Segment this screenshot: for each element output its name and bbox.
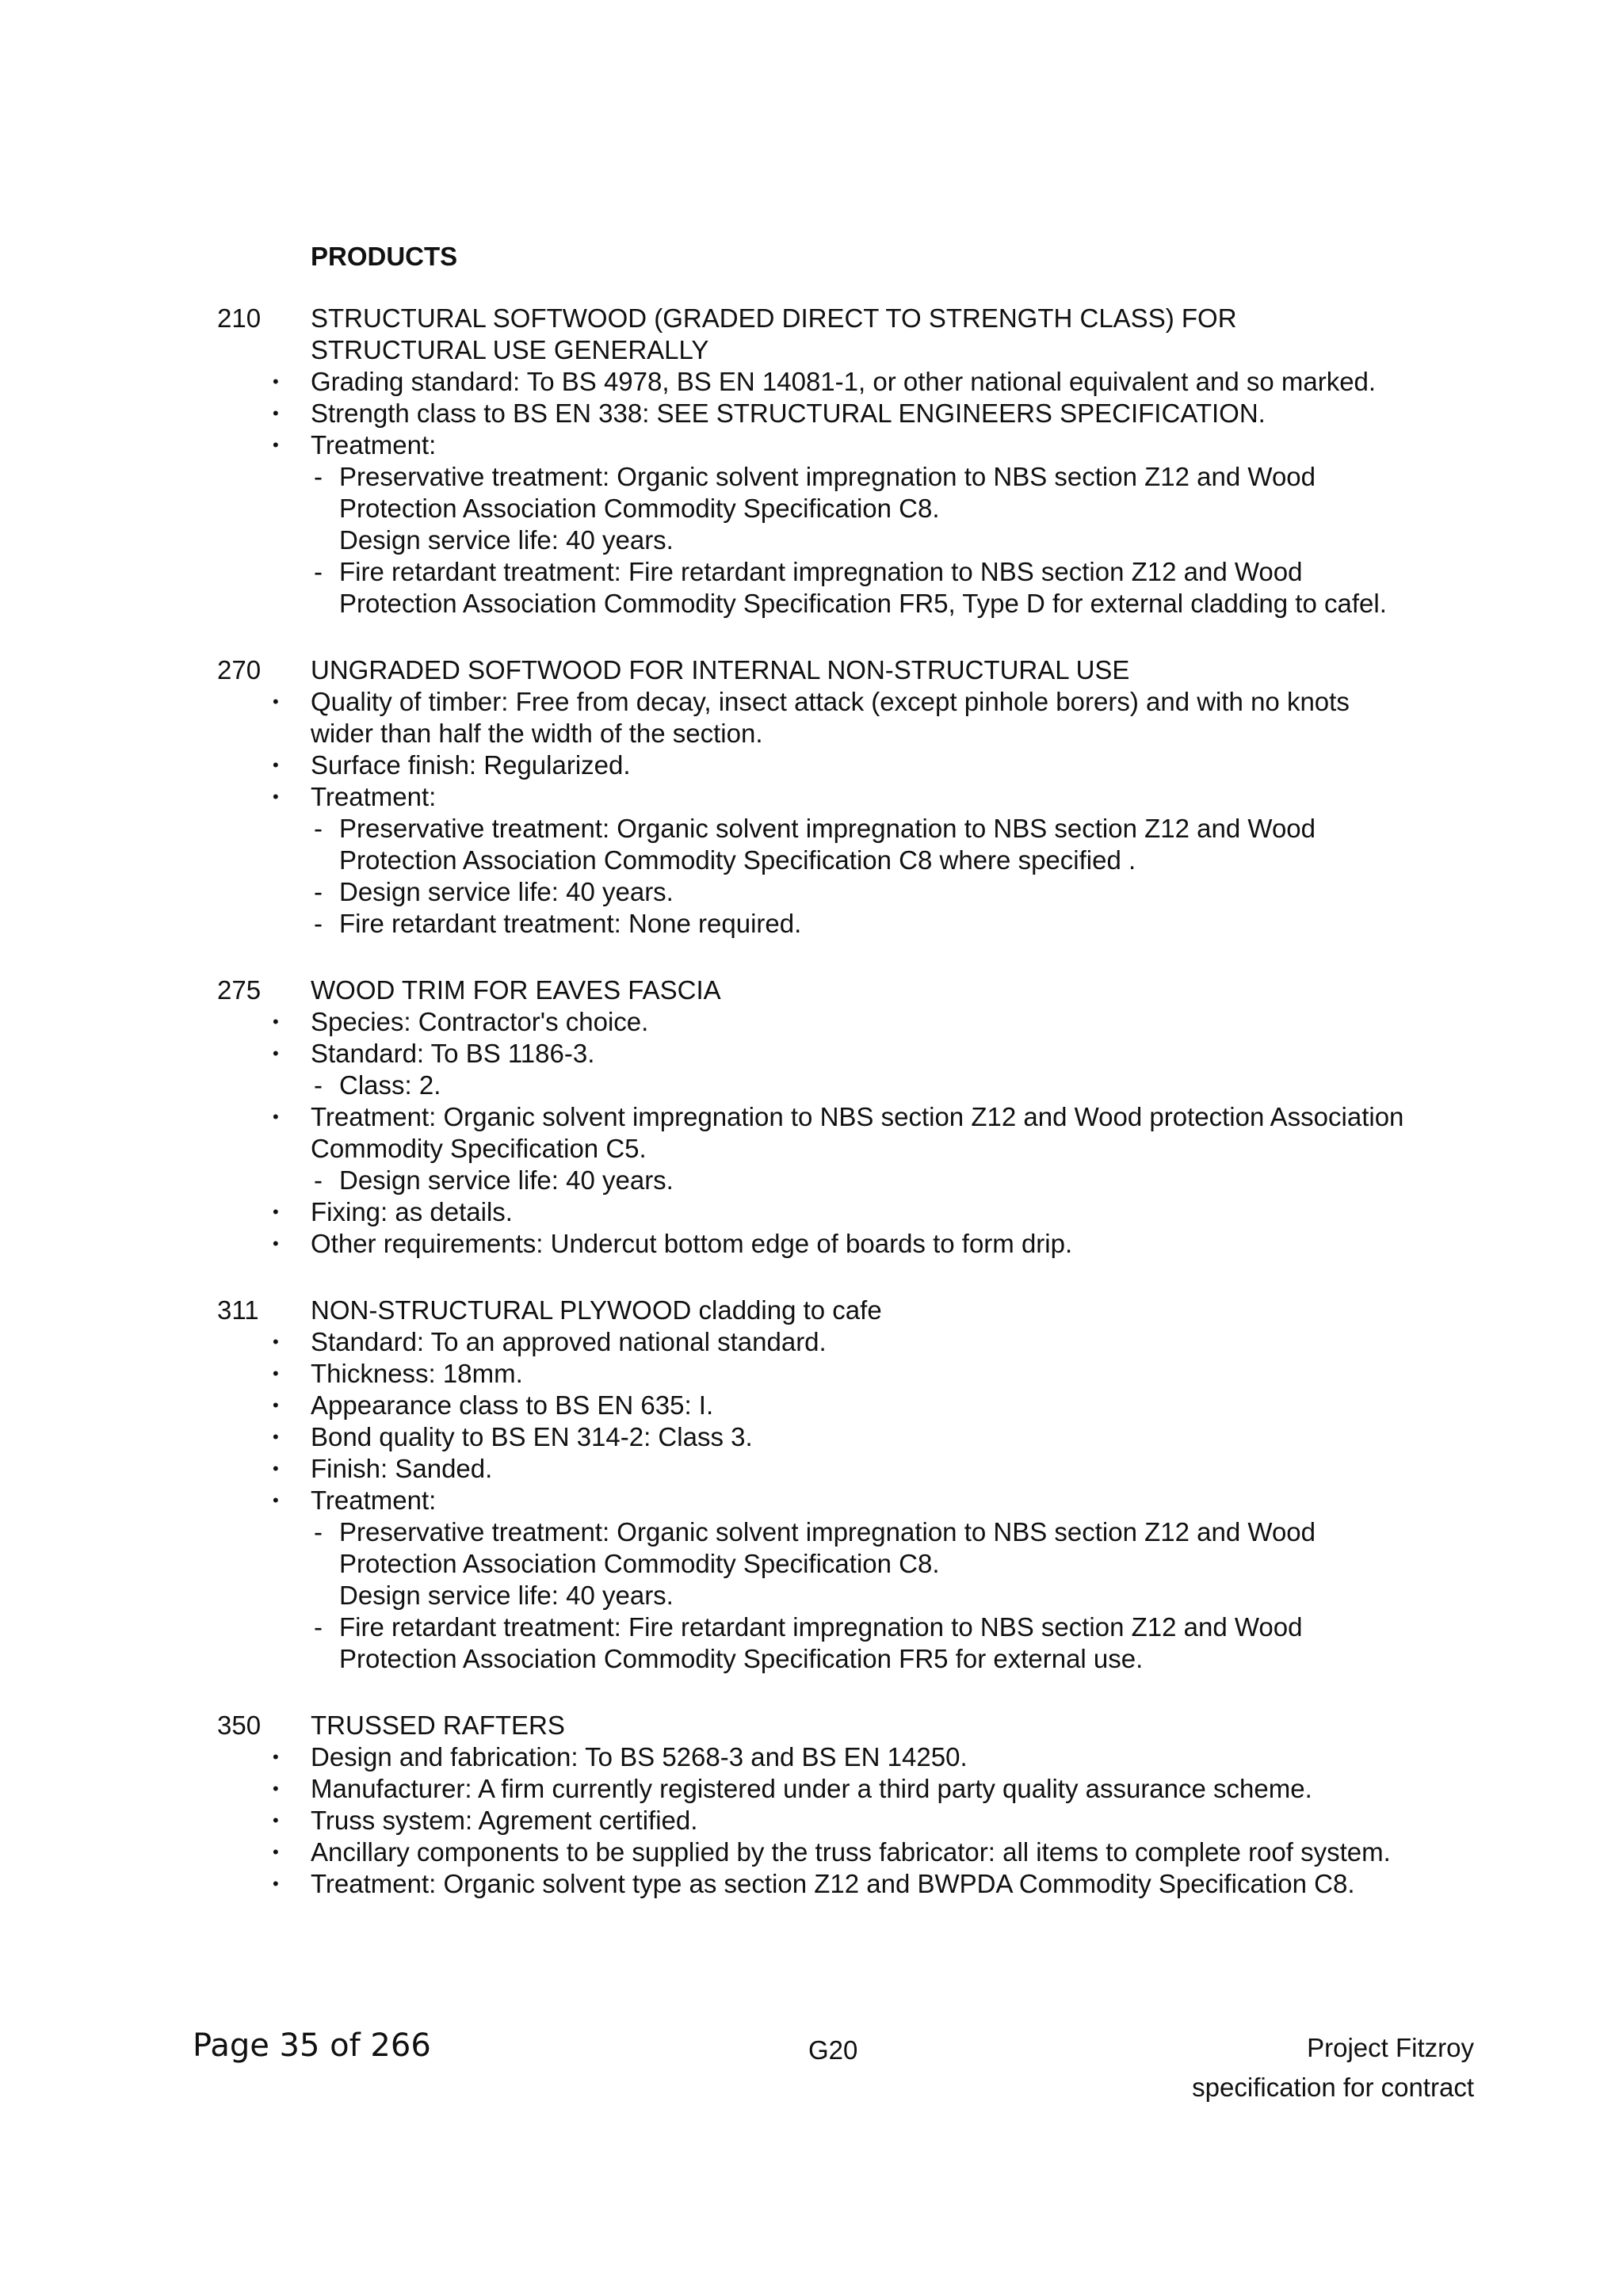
bullet-icon: • — [273, 1779, 279, 1798]
bullet-icon: • — [273, 1202, 279, 1222]
sub-text: Class: 2. — [339, 1070, 441, 1100]
sub-item — [0, 908, 1409, 940]
dash-icon: - — [314, 1612, 323, 1642]
bullet-text: Treatment: Organic solvent type as section Z12 and BWPDA Commodity Specification C8. — [311, 1869, 1355, 1898]
sub-item — [0, 1165, 1409, 1196]
bullet-text: Treatment: — [311, 782, 437, 811]
bullet-item — [0, 749, 1412, 781]
bullet-icon: • — [273, 1459, 279, 1478]
sub-text: Preservative treatment: Organic solvent impregnation to NBS section Z12 and Wood Protection Association Commodity Specification C8 where specified . — [339, 814, 1316, 875]
bullet-icon: • — [273, 1332, 279, 1352]
bullet-text: Standard: To BS 1186-3. — [311, 1039, 595, 1068]
dash-icon: - — [314, 557, 323, 586]
section-code: G20 — [808, 2035, 858, 2065]
bullet-item — [0, 366, 1412, 398]
clause-title-text: UNGRADED SOFTWOOD FOR INTERNAL NON-STRUCTURAL USE — [311, 655, 1130, 685]
sub-item — [0, 876, 1409, 908]
clause-title — [0, 974, 1404, 1006]
bullet-item — [0, 1358, 1412, 1390]
bullet-text: Appearance class to BS EN 635: I. — [311, 1390, 714, 1420]
project-subtitle: specification for contract — [1192, 2073, 1474, 2102]
sub-text: Design service life: 40 years. — [339, 525, 674, 555]
bullet-icon: • — [273, 755, 279, 775]
sub-text: Design service life: 40 years. — [339, 1165, 674, 1195]
bullet-text: Grading standard: To BS 4978, BS EN 14081-1, or other national equivalent and so marked. — [311, 367, 1377, 396]
sub-item — [0, 1516, 1409, 1611]
bullet-item — [0, 781, 1412, 813]
clause-title — [0, 1710, 1404, 1741]
bullet-text: Treatment: — [311, 430, 437, 460]
page-number: Page 35 of 266 — [193, 2027, 431, 2064]
bullet-item — [0, 1453, 1412, 1485]
dash-icon: - — [314, 1517, 323, 1547]
clause-number: 270 — [217, 655, 262, 685]
bullet-icon: • — [273, 1395, 279, 1415]
clause-350 — [0, 1710, 1623, 1900]
bullet-icon: • — [273, 1427, 279, 1447]
bullet-item — [0, 1228, 1412, 1260]
bullet-text: Strength class to BS EN 338: SEE STRUCTURAL ENGINEERS SPECIFICATION. — [311, 399, 1266, 428]
sub-item — [0, 1611, 1409, 1675]
bullet-text: Design and fabrication: To BS 5268-3 and BS EN 14250. — [311, 1742, 968, 1772]
clause-275 — [0, 974, 1623, 1260]
clause-title-text: WOOD TRIM FOR EAVES FASCIA — [311, 975, 721, 1005]
bullet-text: Quality of timber: Free from decay, insect attack (except pinhole borers) and with no knots wider than half the width of the section. — [311, 687, 1350, 748]
sub-item — [0, 813, 1409, 876]
bullet-icon: • — [273, 1842, 279, 1862]
bullet-text: Fixing: as details. — [311, 1197, 513, 1226]
bullet-item — [0, 1773, 1412, 1805]
sub-text: Design service life: 40 years. — [339, 1581, 674, 1610]
bullet-item — [0, 1741, 1412, 1773]
section-heading: PRODUCTS — [311, 242, 458, 271]
bullet-text: Thickness: 18mm. — [311, 1359, 523, 1388]
clause-title — [0, 654, 1404, 686]
bullet-item — [0, 1805, 1412, 1836]
bullet-item — [0, 1390, 1412, 1421]
bullet-text: Treatment: — [311, 1486, 437, 1515]
bullet-icon: • — [273, 1810, 279, 1830]
bullet-text: Bond quality to BS EN 314-2: Class 3. — [311, 1422, 753, 1451]
bullet-item — [0, 1006, 1412, 1038]
bullet-text: Manufacturer: A firm currently registered under a third party quality assurance scheme. — [311, 1774, 1312, 1803]
sub-text: Fire retardant treatment: None required. — [339, 909, 802, 938]
dash-icon: - — [314, 909, 323, 938]
sub-item — [0, 461, 1409, 556]
bullet-icon: • — [273, 1043, 279, 1063]
bullet-text: Ancillary components to be supplied by the truss fabricator: all items to complete roof system. — [311, 1837, 1391, 1867]
clause-title-text: STRUCTURAL SOFTWOOD (GRADED DIRECT TO STRENGTH CLASS) FOR STRUCTURAL USE GENERALLY — [311, 303, 1237, 364]
bullet-icon: • — [273, 1012, 279, 1032]
bullet-text: Treatment: Organic solvent impregnation to NBS section Z12 and Wood protection Association Commodity Specification C5. — [311, 1102, 1404, 1163]
clause-title — [0, 303, 1404, 366]
bullet-icon: • — [273, 1490, 279, 1510]
sub-text: Fire retardant treatment: Fire retardant impregnation to NBS section Z12 and Wood Protection Association Commodity Specification FR5 for external use. — [339, 1612, 1303, 1673]
bullet-text: Surface finish: Regularized. — [311, 750, 631, 780]
bullet-icon: • — [273, 1234, 279, 1253]
bullet-text: Standard: To an approved national standard. — [311, 1327, 827, 1356]
dash-icon: - — [314, 462, 323, 491]
clause-number: 210 — [217, 303, 262, 333]
dash-icon: - — [314, 1165, 323, 1195]
bullet-icon: • — [273, 1363, 279, 1383]
bullet-text: Species: Contractor's choice. — [311, 1007, 649, 1036]
bullet-icon: • — [273, 435, 279, 455]
bullet-icon: • — [273, 372, 279, 391]
dash-icon: - — [314, 814, 323, 843]
bullet-item — [0, 1421, 1412, 1453]
bullet-item — [0, 398, 1412, 429]
clause-number: 275 — [217, 975, 262, 1005]
clauses-list — [0, 303, 1623, 1935]
sub-text: Preservative treatment: Organic solvent impregnation to NBS section Z12 and Wood Protection Association Commodity Specification C8. — [339, 462, 1316, 523]
project-info — [1192, 2028, 1474, 2107]
clause-title — [0, 1295, 1404, 1326]
project-name: Project Fitzroy — [1307, 2033, 1474, 2062]
sub-text: Preservative treatment: Organic solvent impregnation to NBS section Z12 and Wood Protection Association Commodity Specification C8. — [339, 1517, 1316, 1578]
clause-270 — [0, 654, 1623, 940]
sub-item — [0, 556, 1409, 620]
clause-title-text: NON-STRUCTURAL PLYWOOD cladding to cafe — [311, 1295, 882, 1325]
bullet-icon: • — [273, 1747, 279, 1767]
bullet-item — [0, 1196, 1412, 1228]
bullet-icon: • — [273, 787, 279, 807]
sub-text: Design service life: 40 years. — [339, 877, 674, 906]
bullet-item — [0, 1485, 1412, 1516]
clause-number: 311 — [217, 1295, 259, 1325]
bullet-item — [0, 429, 1412, 461]
clause-311 — [0, 1295, 1623, 1675]
bullet-item — [0, 686, 1412, 749]
clause-title-text: TRUSSED RAFTERS — [311, 1711, 565, 1740]
bullet-item — [0, 1101, 1412, 1165]
bullet-text: Truss system: Agrement certified. — [311, 1806, 698, 1835]
clause-210 — [0, 303, 1623, 620]
dash-icon: - — [314, 1070, 323, 1100]
bullet-item — [0, 1836, 1412, 1868]
bullet-item — [0, 1326, 1412, 1358]
bullet-text: Other requirements: Undercut bottom edge of boards to form drip. — [311, 1229, 1073, 1258]
bullet-icon: • — [273, 403, 279, 423]
bullet-icon: • — [273, 1874, 279, 1894]
dash-icon: - — [314, 877, 323, 906]
bullet-icon: • — [273, 1107, 279, 1127]
bullet-text: Finish: Sanded. — [311, 1454, 493, 1483]
bullet-item — [0, 1868, 1412, 1900]
sub-item — [0, 1070, 1409, 1101]
sub-text: Fire retardant treatment: Fire retardant impregnation to NBS section Z12 and Wood Protection Association Commodity Specification FR5, Type D for external cladding to cafel. — [339, 557, 1387, 618]
bullet-item — [0, 1038, 1412, 1070]
clause-number: 350 — [217, 1711, 262, 1740]
bullet-icon: • — [273, 692, 279, 711]
